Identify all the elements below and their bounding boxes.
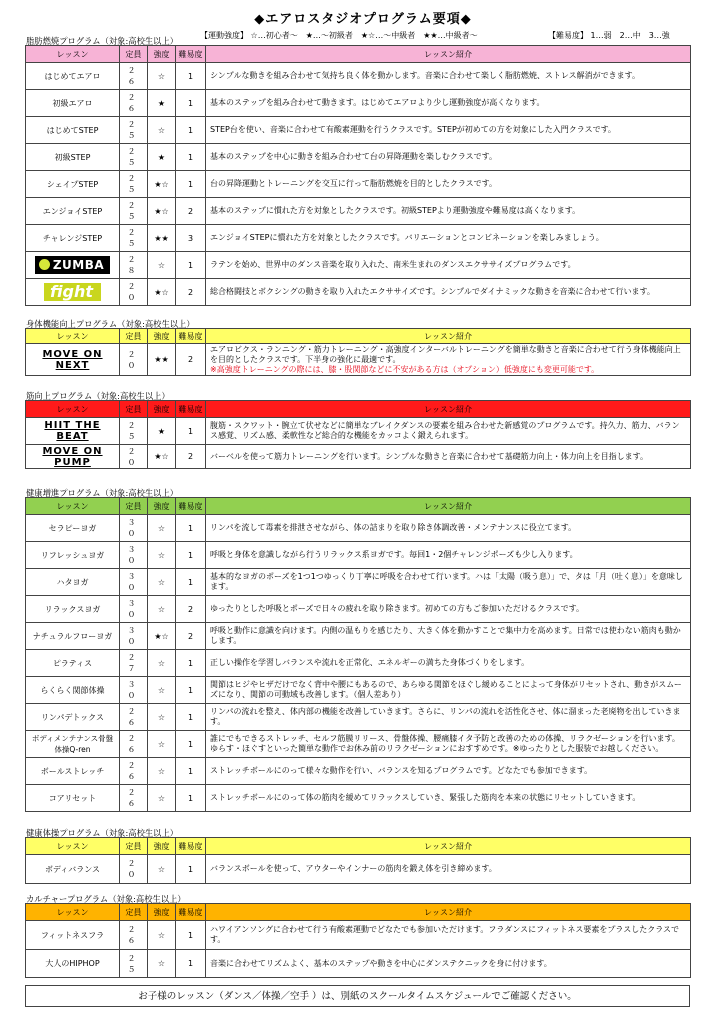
lesson-capacity: ３０ (120, 677, 148, 704)
lesson-name: はじめてエアロ (26, 63, 120, 90)
lesson-description (206, 252, 691, 279)
lesson-intensity: ★☆ (148, 171, 176, 198)
lesson-description-text: 腹筋・スクワット・腕立て伏せなどに簡単なブレイクダンスの要素を組み合わせた新感覚のプログラムです。持久力、筋力、バランス感覚、リズム感、柔軟性など総合的な機能をカッコよく鍛えられます。 (210, 421, 680, 440)
header-description: レッスン紹介 (206, 838, 691, 855)
section-caption: カルチャープログラム（対象:高校生以上） (26, 894, 186, 904)
header-intensity: 強度 (148, 329, 176, 344)
section-caption: 健康体操プログラム（対象:高校生以上） (26, 828, 179, 838)
lesson-description (206, 90, 691, 117)
lesson-description-text: 呼吸と身体を意識しながら行うリラックス系ヨガです。毎回1・2個チャレンジポーズも少し入ります。 (210, 550, 578, 559)
zumba-mark-icon (39, 259, 50, 270)
lesson-capacity: ３０ (120, 623, 148, 650)
lesson-row (26, 758, 691, 785)
lesson-intensity: ☆ (148, 515, 176, 542)
lesson-capacity: ２６ (120, 731, 148, 758)
lesson-intensity: ★ (148, 418, 176, 445)
header-capacity: 定員 (120, 46, 148, 63)
lesson-name: シェイプSTEP (26, 171, 120, 198)
lesson-difficulty: 1 (176, 63, 206, 90)
lesson-intensity: ★☆ (148, 279, 176, 306)
lesson-capacity: ２６ (120, 90, 148, 117)
group-fight-logo-text: fight (49, 282, 94, 301)
lesson-row (26, 596, 691, 623)
lesson-description-text: 総合格闘技とボクシングの動きを取り入れたエクササイズです。シンプルでダイナミックな動きを音楽に合わせて行います。 (210, 287, 655, 296)
lesson-difficulty: 1 (176, 569, 206, 596)
lesson-difficulty: 1 (176, 90, 206, 117)
lesson-difficulty: 1 (176, 731, 206, 758)
header-description: レッスン紹介 (206, 401, 691, 418)
lesson-description (206, 731, 691, 758)
section-caption: 筋向上プログラム（対象:高校生以上） (26, 391, 170, 401)
lesson-name: 初級エアロ (26, 90, 120, 117)
lesson-description-text: 基本のステップを中心に動きを組み合わせて台の昇降運動を楽しむクラスです。 (210, 152, 497, 161)
lesson-description (206, 63, 691, 90)
lesson-difficulty: 2 (176, 596, 206, 623)
lesson-description-text: 正しい操作を学習しバランスや流れを正常化、エネルギーの満ちた身体づくりをします。 (210, 658, 530, 667)
lesson-name: コアリセット (26, 785, 120, 812)
section-caption: 身体機能向上プログラム（対象:高校生以上） (26, 319, 195, 329)
lesson-difficulty: 2 (176, 198, 206, 225)
lesson-name: エンジョイSTEP (26, 198, 120, 225)
lesson-row (26, 344, 691, 376)
lesson-difficulty: 1 (176, 144, 206, 171)
lesson-intensity: ★ (148, 144, 176, 171)
lesson-intensity: ☆ (148, 117, 176, 144)
lesson-description (206, 569, 691, 596)
lesson-description-text: 基本的なヨガのポーズを1つ1つゆっくり丁寧に呼吸を合わせて行います。ハは「太陽（吸う息）」で、タは「月（吐く息）」を意味します。 (210, 572, 683, 591)
lesson-name (26, 252, 120, 279)
lesson-capacity: ２５ (120, 171, 148, 198)
header-difficulty: 難易度 (176, 838, 206, 855)
header-difficulty: 難易度 (176, 498, 206, 515)
lesson-name: 大人のHIPHOP (26, 950, 120, 978)
lesson-intensity: ☆ (148, 650, 176, 677)
lesson-difficulty: 1 (176, 418, 206, 445)
header-intensity: 強度 (148, 838, 176, 855)
lesson-logo-text: HIIT THE BEAT (44, 420, 101, 442)
lesson-capacity: ２７ (120, 650, 148, 677)
lesson-row (26, 171, 691, 198)
lesson-row (26, 445, 691, 469)
program-table (25, 328, 691, 376)
header-difficulty: 難易度 (176, 329, 206, 344)
section-caption: 脂肪燃焼プログラム（対象:高校生以上） (26, 36, 179, 46)
lesson-intensity: ★★ (148, 225, 176, 252)
lesson-row (26, 63, 691, 90)
header-difficulty: 難易度 (176, 46, 206, 63)
lesson-description (206, 542, 691, 569)
lesson-intensity: ★☆ (148, 623, 176, 650)
lesson-intensity: ☆ (148, 950, 176, 978)
lesson-description (206, 855, 691, 884)
lesson-description (206, 515, 691, 542)
lesson-description (206, 445, 691, 469)
lesson-row (26, 279, 691, 306)
lesson-description-text: リンパを流して毒素を排泄させながら、体の詰まりを取り除き体調改善・メンテナンスに役立てます。 (210, 523, 577, 532)
lesson-description-text: シンプルな動きを組み合わせて気持ち良く体を動かします。音楽に合わせて楽しく脂肪燃焼、ストレス解消ができます。 (210, 71, 640, 80)
lesson-capacity: ３０ (120, 596, 148, 623)
lesson-intensity: ☆ (148, 677, 176, 704)
lesson-intensity: ☆ (148, 921, 176, 950)
lesson-name (26, 279, 120, 306)
lesson-capacity: ３０ (120, 569, 148, 596)
lesson-difficulty: 1 (176, 117, 206, 144)
lesson-logo-text: MOVE ON NEXT (42, 348, 103, 371)
lesson-description (206, 704, 691, 731)
page-title: ◆エアロスタジオプログラム要項◆ (254, 12, 472, 27)
lesson-intensity: ☆ (148, 63, 176, 90)
program-table (25, 497, 691, 812)
lesson-difficulty: 2 (176, 445, 206, 469)
lesson-name (26, 344, 120, 376)
header-intensity: 強度 (148, 46, 176, 63)
lesson-name: ボールストレッチ (26, 758, 120, 785)
lesson-row (26, 921, 691, 950)
lesson-capacity: ２０ (120, 279, 148, 306)
lesson-description (206, 279, 691, 306)
header-capacity: 定員 (120, 329, 148, 344)
lesson-row (26, 418, 691, 445)
lesson-description-text: ゆったりとした呼吸とポーズで日々の疲れを取り除きます。初めての方もご参加いただけるクラスです。 (210, 604, 584, 613)
lesson-row (26, 731, 691, 758)
lesson-name: はじめてSTEP (26, 117, 120, 144)
lesson-name (26, 445, 120, 469)
lesson-name: らくらく関節体操 (26, 677, 120, 704)
lesson-name: ハタヨガ (26, 569, 120, 596)
lesson-row (26, 677, 691, 704)
lesson-name: ボディメンテナンス骨盤体操Q-ren (26, 731, 120, 758)
header-difficulty: 難易度 (176, 904, 206, 921)
lesson-description-text: バーベルを使って筋力トレーニングを行います。シンプルな動きと音楽に合わせて基礎筋力向上・体力向上を目指します。 (210, 451, 649, 461)
lesson-capacity: ２８ (120, 252, 148, 279)
header-intensity: 強度 (148, 401, 176, 418)
lesson-name: ピラティス (26, 650, 120, 677)
header-lesson: レッスン (26, 401, 120, 418)
lesson-difficulty: 1 (176, 950, 206, 978)
header-capacity: 定員 (120, 904, 148, 921)
lesson-intensity: ★☆ (148, 445, 176, 469)
lesson-capacity: ３０ (120, 542, 148, 569)
header-capacity: 定員 (120, 401, 148, 418)
lesson-intensity: ★☆ (148, 198, 176, 225)
lesson-description (206, 117, 691, 144)
header-intensity: 強度 (148, 498, 176, 515)
lesson-description-text: 基本のステップに慣れた方を対象としたクラスです。初級STEPより運動強度や難易度は高くなります。 (210, 206, 581, 215)
lesson-description-text: 台の昇降運動とトレーニングを交互に行って脂肪燃焼を目的としたクラスです。 (210, 179, 497, 188)
lesson-difficulty: 1 (176, 855, 206, 884)
lesson-capacity: ２６ (120, 63, 148, 90)
lesson-capacity: ２５ (120, 225, 148, 252)
lesson-intensity: ☆ (148, 758, 176, 785)
lesson-row (26, 650, 691, 677)
lesson-description-text: ストレッチボールにのって体の筋肉を緩めてリラックスしていき、緊張した筋肉を本来の状態にリセットしていきます。 (210, 793, 641, 802)
lesson-row (26, 623, 691, 650)
difficulty-legend: 【難易度】 1…弱 2…中 3…強 (548, 31, 670, 40)
lesson-intensity: ☆ (148, 542, 176, 569)
lesson-capacity: ２０ (120, 344, 148, 376)
lesson-name: ボディバランス (26, 855, 120, 884)
lesson-description (206, 198, 691, 225)
lesson-row (26, 252, 691, 279)
lesson-capacity: ３０ (120, 515, 148, 542)
lesson-description (206, 650, 691, 677)
lesson-name: フィットネスフラ (26, 921, 120, 950)
lesson-description (206, 623, 691, 650)
lesson-capacity: ２６ (120, 921, 148, 950)
lesson-name: リフレッシュヨガ (26, 542, 120, 569)
lesson-row (26, 855, 691, 884)
lesson-row (26, 90, 691, 117)
lesson-difficulty: 1 (176, 171, 206, 198)
header-intensity: 強度 (148, 904, 176, 921)
header-description: レッスン紹介 (206, 329, 691, 344)
lesson-difficulty: 1 (176, 252, 206, 279)
lesson-row (26, 569, 691, 596)
header-description: レッスン紹介 (206, 498, 691, 515)
lesson-row (26, 950, 691, 978)
lesson-description-text: エンジョイSTEPに慣れた方を対象としたクラスです。バリエーションとコンビネーションを楽しみましょう。 (210, 233, 604, 242)
lesson-difficulty: 1 (176, 542, 206, 569)
header-lesson: レッスン (26, 838, 120, 855)
lesson-row (26, 225, 691, 252)
lesson-row (26, 515, 691, 542)
lesson-capacity: ２５ (120, 950, 148, 978)
lesson-description-text: ラテンを始め、世界中のダンス音楽を取り入れた、南米生まれのダンスエクササイズプログラムです。 (210, 260, 576, 269)
lesson-description (206, 921, 691, 950)
header-capacity: 定員 (120, 498, 148, 515)
lesson-note: ※高強度トレーニングの際には、膝・股関節などに不安がある方は（オプション）低強度にも変更可能です。 (210, 364, 600, 374)
lesson-intensity: ☆ (148, 596, 176, 623)
lesson-difficulty: 1 (176, 704, 206, 731)
lesson-row (26, 785, 691, 812)
lesson-description (206, 596, 691, 623)
program-table (25, 903, 691, 978)
header-description: レッスン紹介 (206, 46, 691, 63)
lesson-name (26, 418, 120, 445)
program-table (25, 400, 691, 469)
lesson-description-text: 基本のステップを組み合わせて動きます。はじめてエアロより少し運動強度が高くなります。 (210, 98, 545, 107)
lesson-name: ナチュラルフローヨガ (26, 623, 120, 650)
lesson-description (206, 171, 691, 198)
lesson-intensity: ☆ (148, 731, 176, 758)
lesson-difficulty: 1 (176, 515, 206, 542)
lesson-intensity: ☆ (148, 252, 176, 279)
zumba-logo-text: ZUMBA (52, 258, 105, 272)
header-lesson: レッスン (26, 904, 120, 921)
program-table (25, 45, 691, 306)
intensity-legend: 【運動強度】 ☆…初心者～ ★…～初級者 ★☆…～中級者 ★★…中級者～ (200, 31, 478, 40)
lesson-row (26, 542, 691, 569)
lesson-name: リンパデトックス (26, 704, 120, 731)
lesson-row (26, 198, 691, 225)
lesson-description-text: 誰にでもできるストレッチ、セルフ筋膜リリース、骨盤体操、腰痛膝イタ予防と改善のための体操、リラクゼーションを行います。ゆらす・ほぐすといった簡単な動作でお休み前のリラクゼーションにおすすめです。※ゆったりとした服装でお越しください。 (210, 734, 680, 753)
lesson-capacity: ２５ (120, 117, 148, 144)
lesson-row (26, 117, 691, 144)
lesson-description-text: 関節はヒジやヒザだけでなく背中や腰にもあるので、あらゆる関節をほぐし緩めることによって身体がリセットされ、動きがスムーズになり、関節の可動域も改善します。（個人差あり） (210, 680, 682, 699)
lesson-capacity: ２５ (120, 418, 148, 445)
header-lesson: レッスン (26, 329, 120, 344)
lesson-description-text: 音楽に合わせてリズムよく、基本のステップや動きを中心にダンステクニックを身に付けます。 (210, 958, 552, 968)
lesson-description (206, 677, 691, 704)
lesson-name: セラピーヨガ (26, 515, 120, 542)
header-capacity: 定員 (120, 838, 148, 855)
lesson-difficulty: 1 (176, 758, 206, 785)
lesson-capacity: ２０ (120, 855, 148, 884)
lesson-name: チャレンジSTEP (26, 225, 120, 252)
lesson-intensity: ★★ (148, 344, 176, 376)
lesson-description (206, 785, 691, 812)
lesson-difficulty: 1 (176, 921, 206, 950)
footer-note: お子様のレッスン（ダンス／体操／空手 ）は、別紙のスクールタイムスケジュールでご確認ください。 (25, 985, 690, 1007)
section-caption: 健康増進プログラム（対象:高校生以上） (26, 488, 179, 498)
lesson-capacity: ２５ (120, 144, 148, 171)
lesson-difficulty: 2 (176, 344, 206, 376)
lesson-difficulty: 1 (176, 650, 206, 677)
lesson-name: リラックスヨガ (26, 596, 120, 623)
lesson-intensity: ☆ (148, 785, 176, 812)
lesson-capacity: ２６ (120, 704, 148, 731)
lesson-difficulty: 2 (176, 279, 206, 306)
lesson-description (206, 344, 691, 376)
lesson-name: 初級STEP (26, 144, 120, 171)
lesson-intensity: ★ (148, 90, 176, 117)
lesson-capacity: ２０ (120, 445, 148, 469)
lesson-intensity: ☆ (148, 569, 176, 596)
header-lesson: レッスン (26, 46, 120, 63)
lesson-description (206, 225, 691, 252)
lesson-description-text: 呼吸と動作に意識を向けます。内側の温もりを感じたり、大きく体を動かすことで集中力を高めます。日常では使わない筋肉も動かします。 (210, 626, 681, 645)
lesson-difficulty: 1 (176, 677, 206, 704)
lesson-capacity: ２６ (120, 785, 148, 812)
lesson-capacity: ２６ (120, 758, 148, 785)
lesson-capacity: ２５ (120, 198, 148, 225)
lesson-description (206, 950, 691, 978)
lesson-description-text: ストレッチボールにのって様々な動作を行い、バランスを知るプログラムです。どなたでも参加できます。 (210, 766, 593, 775)
lesson-description-text: バランスボールを使って、アウターやインナーの筋肉を鍛え体を引き締めます。 (210, 864, 497, 873)
lesson-intensity: ☆ (148, 704, 176, 731)
lesson-row (26, 704, 691, 731)
lesson-logo-text: MOVE ON PUMP (42, 445, 103, 468)
lesson-intensity: ☆ (148, 855, 176, 884)
lesson-difficulty: 3 (176, 225, 206, 252)
lesson-description-text: STEP台を使い、音楽に合わせて有酸素運動を行うクラスです。STEPが初めての方を対象にした入門クラスです。 (210, 125, 616, 134)
group-fight-logo (44, 283, 101, 301)
header-difficulty: 難易度 (176, 401, 206, 418)
lesson-difficulty: 1 (176, 785, 206, 812)
program-table (25, 837, 691, 884)
lesson-row (26, 144, 691, 171)
lesson-description-text: エアロビクス・ランニング・筋力トレーニング・高強度インターバルトレーニングを簡単な動きと音楽に合わせて行う身体機能向上を目的としたクラスです。下半身の強化に最適です。 (210, 344, 681, 364)
lesson-description (206, 418, 691, 445)
header-lesson: レッスン (26, 498, 120, 515)
lesson-description (206, 144, 691, 171)
lesson-description-text: リンパの流れを整え、体内部の機能を改善していきます。さらに、リンパの流れを活性化させ、体に溜まった老廃物を出していきます。 (210, 707, 681, 726)
zumba-logo (35, 256, 110, 274)
header-description: レッスン紹介 (206, 904, 691, 921)
lesson-difficulty: 2 (176, 623, 206, 650)
lesson-description (206, 758, 691, 785)
lesson-description-text: ハワイアンソングに合わせて行う有酸素運動でどなたでも参加いただけます。フラダンスにフィットネス要素をプラスしたクラスです。 (210, 925, 679, 944)
